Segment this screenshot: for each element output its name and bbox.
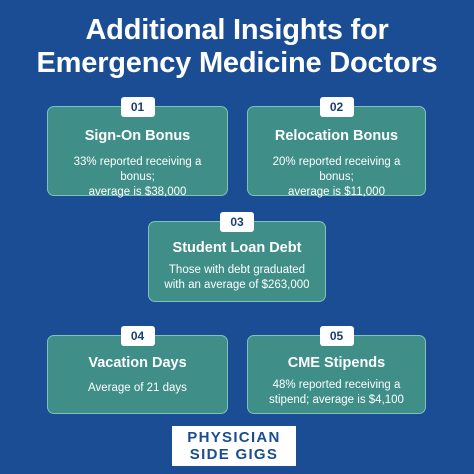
logo-line-1: PHYSICIAN xyxy=(187,429,281,446)
card-vacation-days xyxy=(47,329,228,414)
card-title: Relocation Bonus xyxy=(274,128,399,144)
card-title: CME Stipends xyxy=(287,355,386,371)
card-description-line: Average of 21 days xyxy=(88,382,187,394)
card-number-badge: 02 xyxy=(320,97,354,117)
card-number-badge: 03 xyxy=(220,212,254,232)
card-description-line: 48% reported receiving a xyxy=(272,379,401,391)
card-description xyxy=(56,381,219,396)
card-description xyxy=(256,155,417,200)
card-student-loan-debt xyxy=(148,215,326,302)
card-relocation-bonus xyxy=(247,100,426,198)
title-line-2: Emergency Medicine Doctors xyxy=(36,47,438,79)
card-description-line: 33% reported receiving a bonus; xyxy=(73,156,202,183)
card-title: Vacation Days xyxy=(88,355,187,371)
card-description-line: average is $11,000 xyxy=(288,186,385,198)
card-description xyxy=(56,155,219,200)
card-description xyxy=(157,263,317,293)
card-description-line: 20% reported receiving a bonus; xyxy=(272,156,401,183)
card-title: Student Loan Debt xyxy=(172,240,302,256)
card-number-badge: 01 xyxy=(121,97,155,117)
logo-line-2: SIDE GIGS xyxy=(189,446,279,463)
card-sign-on-bonus xyxy=(47,100,228,198)
card-number-badge: 05 xyxy=(320,326,354,346)
card-cme-stipends xyxy=(247,329,426,414)
card-description-line: Those with debt graduated xyxy=(168,264,306,276)
card-description-line: with an average of $263,000 xyxy=(164,279,310,291)
card-title: Sign-On Bonus xyxy=(84,128,191,144)
title-line-1: Additional Insights for xyxy=(85,14,389,46)
card-description-line: average is $38,000 xyxy=(88,186,187,198)
card-number-badge: 04 xyxy=(121,326,155,346)
page-title xyxy=(0,14,474,80)
card-description xyxy=(256,378,417,408)
physician-side-gigs-logo xyxy=(172,426,296,466)
card-description-line: stipend; average is $4,100 xyxy=(269,394,404,406)
